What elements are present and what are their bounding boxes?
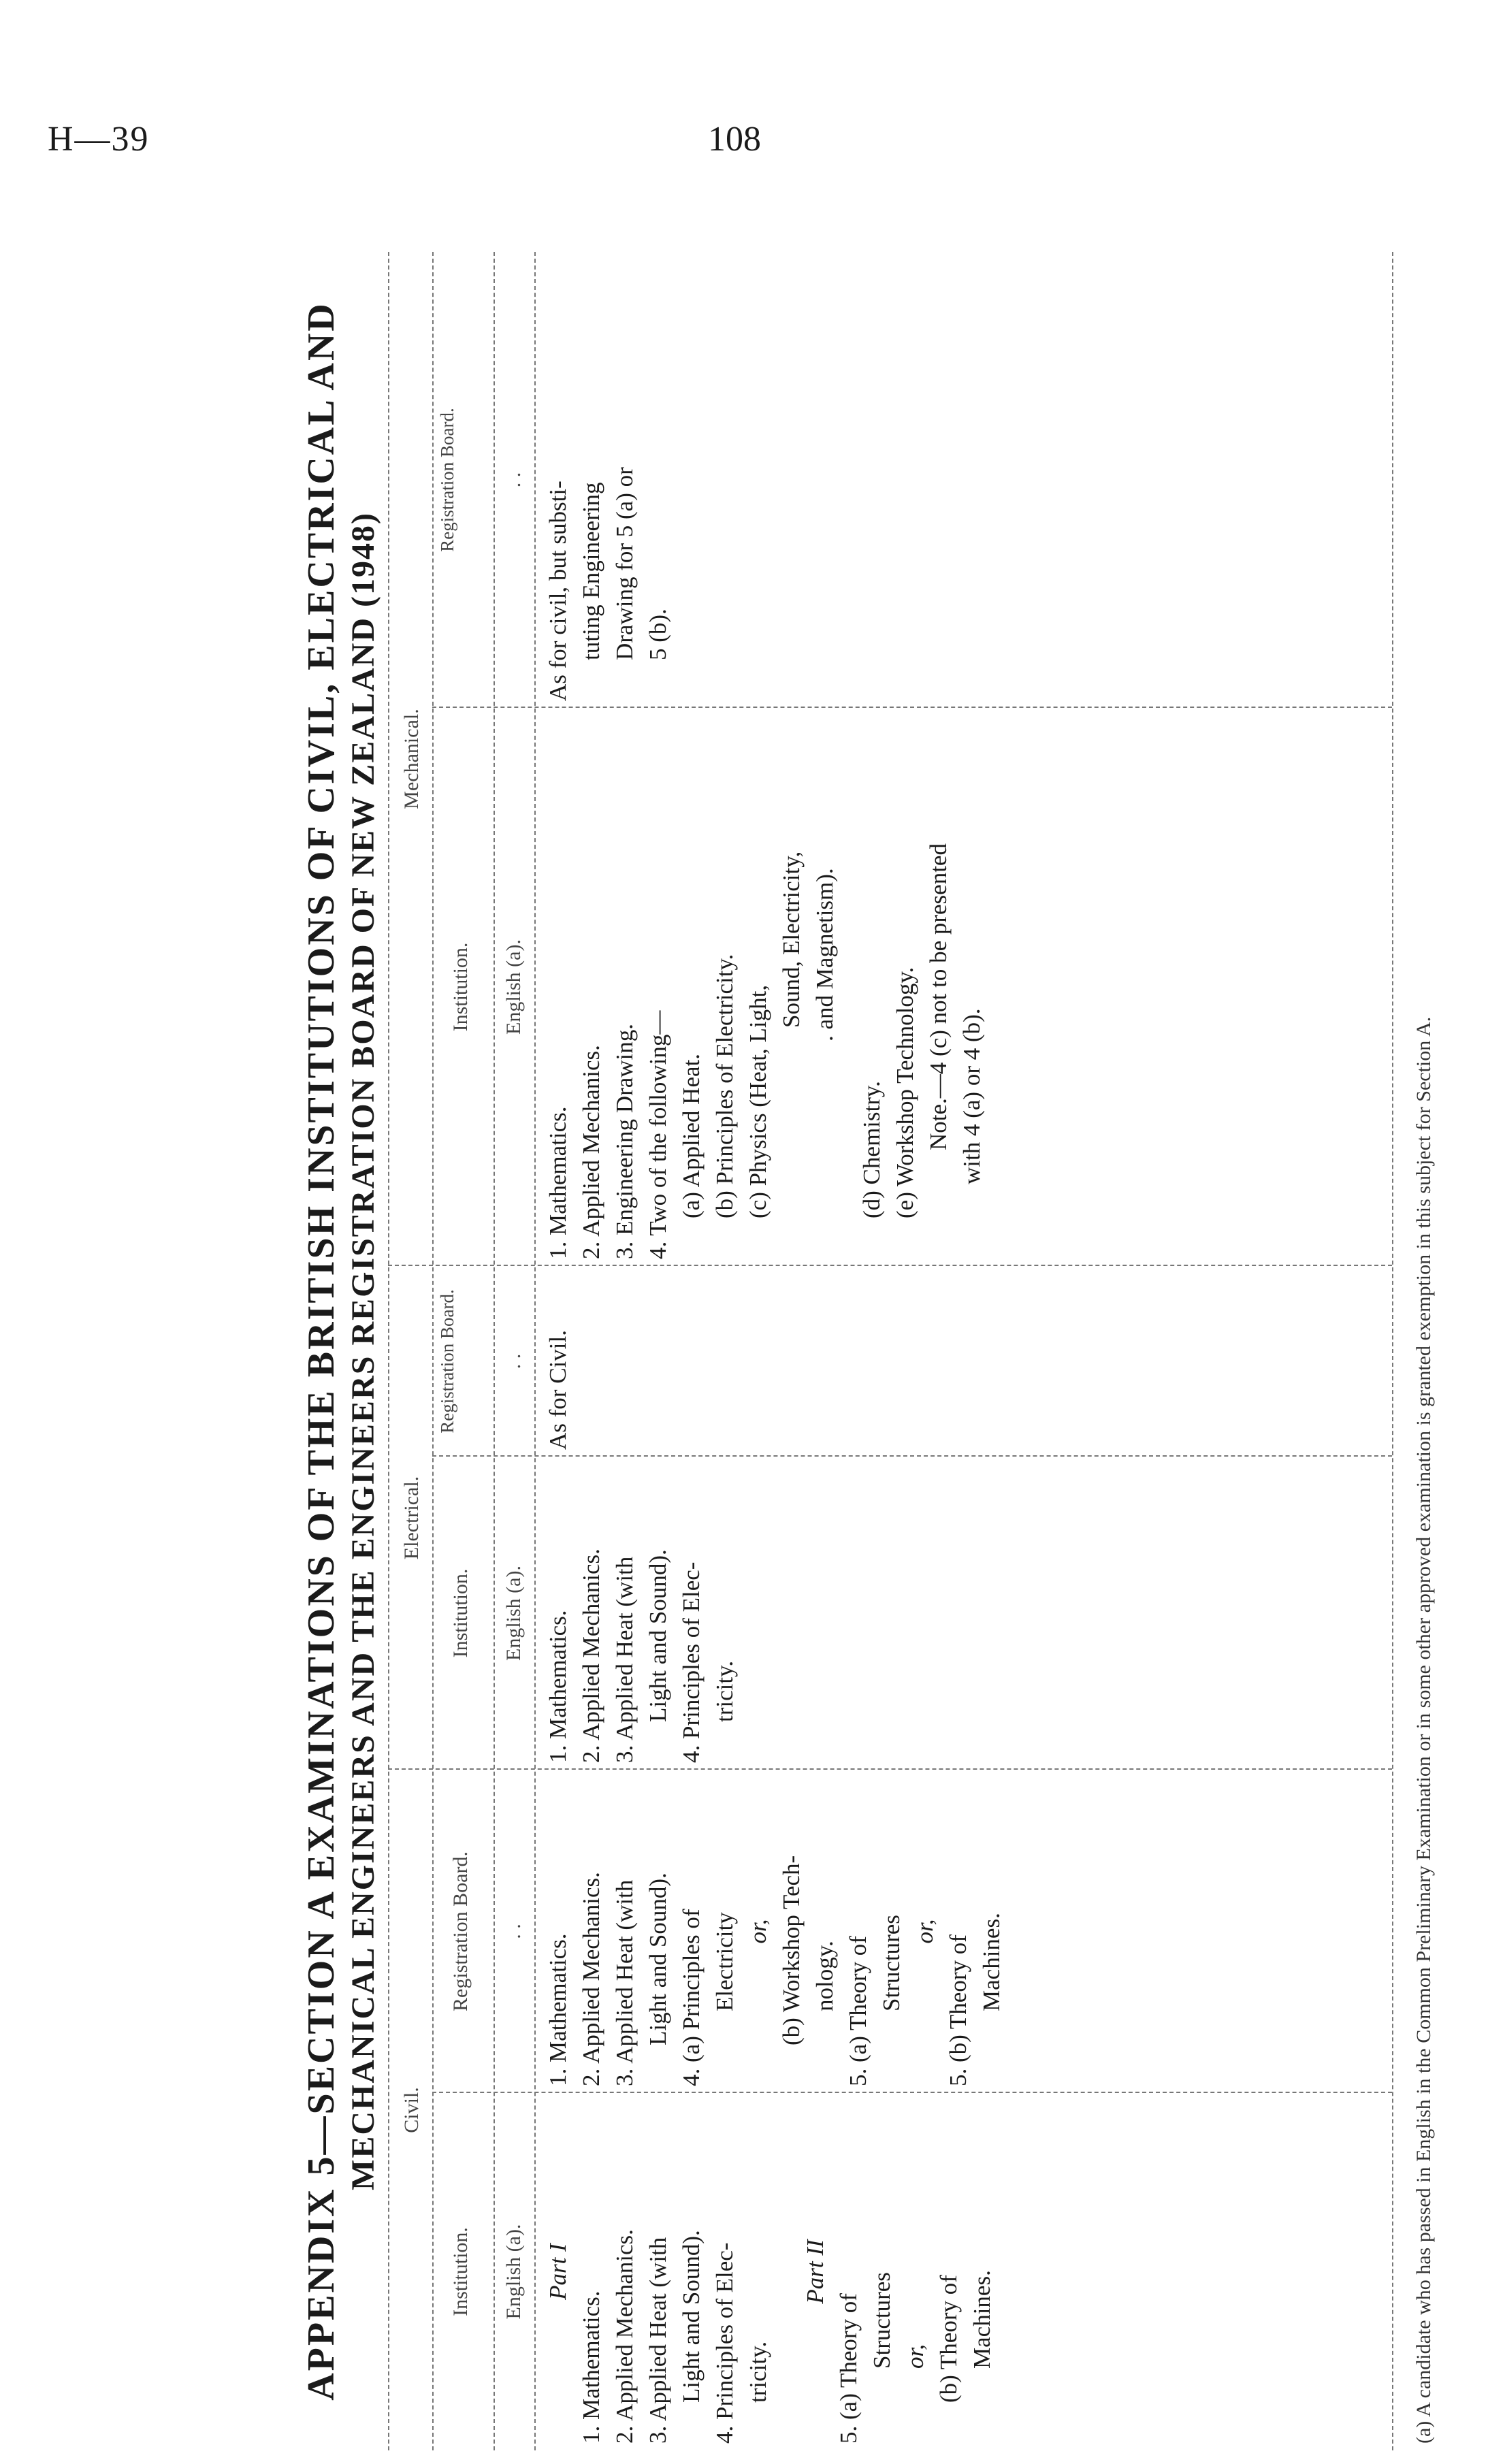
list-item: 4. Principles of Elec-: [711, 2242, 738, 2444]
electrical-dots: . .: [502, 1353, 525, 1369]
page-number: 108: [708, 120, 761, 159]
civil-institution-head: Institution.: [449, 2227, 472, 2316]
list-item: Sound, Electricity,: [778, 851, 805, 1028]
list-item: tuting Engineering: [578, 482, 604, 660]
civil-board-cell: [541, 1777, 1008, 2086]
appendix-title: [300, 238, 382, 2464]
list-item: 1. Mathematics.: [578, 2290, 604, 2444]
list-item: 2. Applied Mechanics.: [611, 2229, 638, 2444]
list-item: As for civil, but substi-: [545, 481, 571, 701]
title-line-2: MECHANICAL ENGINEERS AND THE ENGINEERS REGISTRATION BOARD OF NEW ZEALAND (1948): [345, 512, 381, 2190]
electrical-institution-cell: [541, 1463, 741, 1763]
mechanical-institution-cell: [541, 715, 988, 1259]
list-item: 1. Mathematics.: [545, 1610, 571, 1763]
part-two-heading: Part II: [802, 2239, 828, 2304]
group-civil: Civil.: [400, 2087, 423, 2133]
list-item: (d) Chemistry.: [858, 1081, 885, 1218]
note-text: with 4 (a) or 4 (b).: [958, 1008, 985, 1184]
civil-institution-cell: [541, 2100, 999, 2444]
mechanical-institution-head: Institution.: [449, 942, 472, 1032]
electrical-board-cell: [541, 1273, 575, 1450]
list-item: 4. Principles of Elec-: [678, 1561, 705, 1763]
list-item: (b) Theory of: [935, 2275, 962, 2403]
list-item: Light and Sound).: [678, 2230, 705, 2403]
list-item: 3. Applied Heat (with: [645, 2237, 671, 2444]
list-item: Structures: [869, 2272, 895, 2369]
list-item: As for Civil.: [545, 1330, 571, 1450]
group-mechanical: Mechanical.: [400, 709, 423, 809]
list-item: 4. Two of the following—: [645, 1010, 671, 1259]
list-item: 4. (a) Principles of: [678, 1909, 705, 2086]
list-item: Light and Sound).: [645, 1873, 671, 2045]
list-item: Light and Sound).: [645, 1549, 671, 1722]
electrical-english: English (a).: [502, 1566, 525, 1661]
list-item: Machines.: [978, 1913, 1005, 2011]
page-code: H—39: [48, 120, 150, 159]
civil-english: English (a).: [502, 2224, 525, 2320]
list-item: Electricity: [711, 1912, 738, 2011]
rotated-table-page: [286, 238, 1443, 2464]
list-item: 3. Applied Heat (with: [611, 1556, 638, 1763]
list-item: Machines.: [969, 2270, 995, 2369]
list-item: 5. (a) Theory of: [845, 1936, 871, 2086]
list-item: nology.: [811, 1941, 838, 2011]
list-item: or,: [902, 2344, 928, 2369]
list-item: 1. Mathematics.: [545, 1106, 571, 1259]
part-one-heading: Part I: [545, 2243, 571, 2300]
list-item: tricity.: [745, 2341, 771, 2403]
list-item: 3. Applied Heat (with: [611, 1879, 638, 2086]
mechanical-board-cell: [541, 259, 675, 701]
list-item: 1. Mathematics.: [545, 1933, 571, 2086]
civil-dots: . .: [502, 1924, 525, 1939]
footnote: (a) A candidate who has passed in English in the Common Preliminary Examination or in some other approved examination is granted exemption in this subject for Section A.: [1412, 1016, 1435, 2444]
list-item: or,: [911, 1919, 938, 1944]
group-electrical: Electrical.: [400, 1476, 423, 1560]
civil-board-head: Registration Board.: [449, 1851, 472, 2011]
list-item: 2. Applied Mechanics.: [578, 1872, 604, 2086]
mechanical-board-head: Registration Board.: [437, 408, 457, 552]
electrical-institution-head: Institution.: [449, 1568, 472, 1658]
list-item: 5. (b) Theory of: [945, 1934, 971, 2086]
mechanical-english: English (a).: [502, 939, 525, 1035]
electrical-board-head: Registration Board.: [437, 1289, 457, 1433]
list-item: . and Magnetism).: [811, 868, 838, 1041]
list-item: (b) Workshop Tech-: [778, 1855, 805, 2045]
list-item: or,: [745, 1919, 771, 1944]
list-item: 5. (a) Theory of: [835, 2293, 862, 2444]
mechanical-dots: . .: [502, 472, 525, 488]
title-line-1: APPENDIX 5—SECTION A EXAMINATIONS OF THE BRITISH INSTITUTIONS OF CIVIL, ELECTRICAL AND: [300, 302, 342, 2401]
list-item: 3. Engineering Drawing.: [611, 1023, 638, 1259]
list-item: tricity.: [711, 1660, 738, 1722]
list-item: (c) Physics (Heat, Light,: [745, 984, 771, 1218]
list-item: Structures: [878, 1915, 905, 2011]
list-item: (a) Applied Heat.: [678, 1054, 705, 1218]
list-item: 2. Applied Mechanics.: [578, 1045, 604, 1259]
list-item: 2. Applied Mechanics.: [578, 1549, 604, 1763]
note-text: Note.—4 (c) not to be presented: [925, 843, 952, 1150]
list-item: 5 (b).: [645, 609, 671, 660]
list-item: (b) Principles of Electricity.: [711, 954, 738, 1218]
list-item: Drawing for 5 (a) or: [611, 467, 638, 660]
list-item: (e) Workshop Technology.: [892, 967, 918, 1218]
